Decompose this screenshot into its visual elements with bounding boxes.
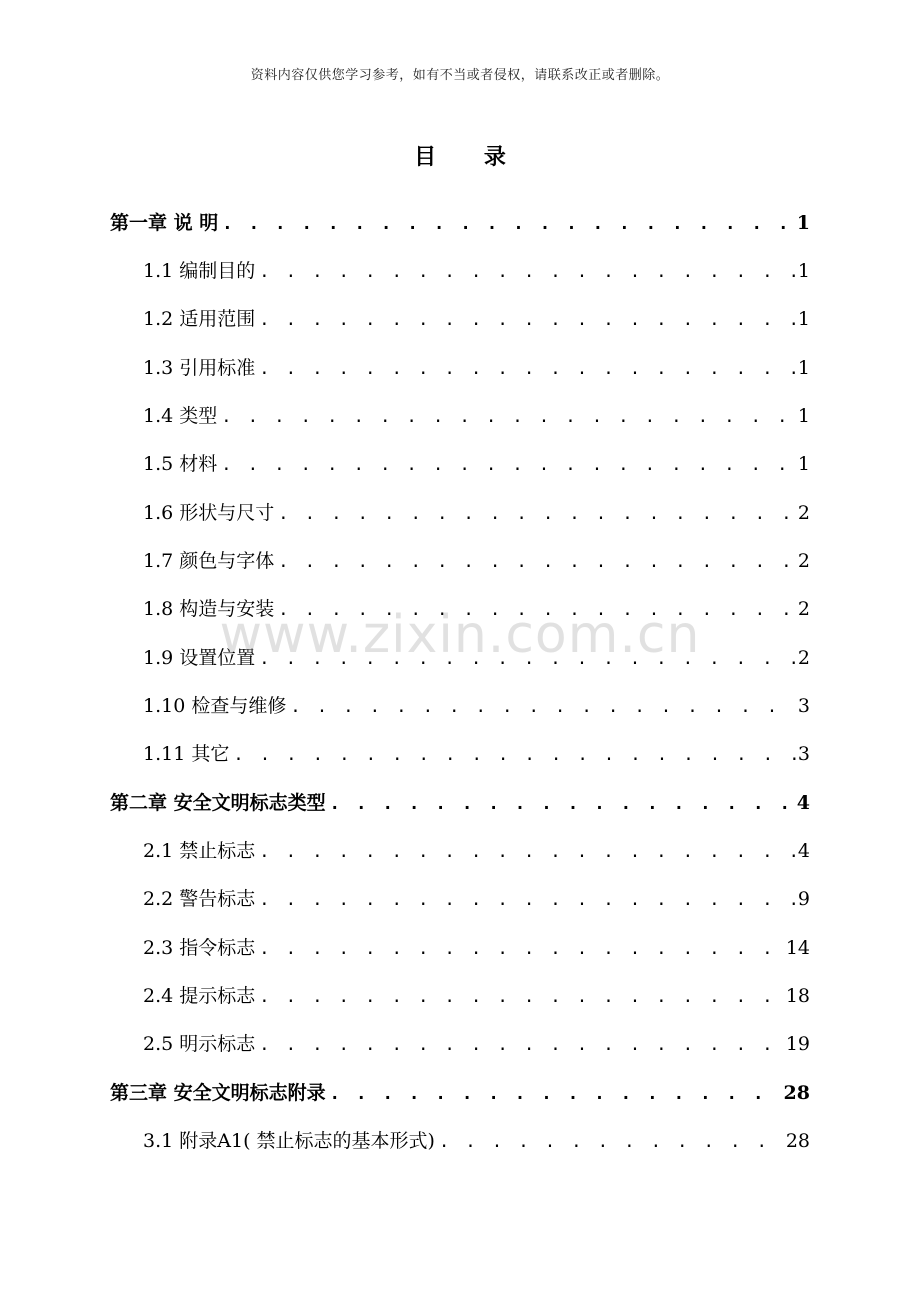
toc-dot-leader	[221, 455, 796, 475]
toc-section-row[interactable]	[143, 1126, 810, 1156]
toc-entry-label: 1.7 颜色与字体	[143, 550, 275, 572]
toc-dot-leader	[233, 745, 796, 765]
toc-section-row[interactable]	[143, 304, 810, 334]
toc-dot-leader	[259, 649, 796, 669]
toc-section-row[interactable]	[143, 449, 810, 479]
toc-section-row[interactable]	[143, 933, 810, 963]
toc-chapter-row[interactable]	[110, 1078, 810, 1108]
toc-entry-label: 1.11 其它	[143, 743, 230, 765]
toc-page-number: 3	[797, 743, 810, 765]
toc-page-number: 2	[797, 647, 810, 669]
toc-entry-label: 1.5 材料	[143, 453, 218, 475]
toc-dot-leader	[290, 697, 796, 717]
toc-dot-leader	[259, 939, 784, 959]
toc-dot-leader	[259, 262, 796, 282]
toc-section-row[interactable]	[143, 498, 810, 528]
toc-page-number: 28	[783, 1082, 810, 1104]
toc-page-number: 2	[797, 550, 810, 572]
toc-dot-leader	[439, 1132, 784, 1152]
toc-entry-label: 2.5 明示标志	[143, 1033, 256, 1055]
toc-section-row[interactable]	[143, 691, 810, 721]
toc-entry-label: 第三章 安全文明标志附录	[110, 1082, 326, 1104]
toc-section-row[interactable]	[143, 981, 810, 1011]
toc-section-row[interactable]	[143, 739, 810, 769]
toc-page-number: 4	[796, 792, 810, 814]
toc-section-row[interactable]	[143, 1029, 810, 1059]
toc-section-row[interactable]	[143, 353, 810, 383]
toc-entry-label: 1.10 检查与维修	[143, 695, 287, 717]
toc-entry-label: 1.1 编制目的	[143, 260, 256, 282]
toc-page-number: 1	[797, 308, 810, 330]
watermark: www.zixin.com.cn	[219, 605, 701, 665]
toc-entry-label: 2.4 提示标志	[143, 985, 256, 1007]
toc-page-number: 1	[797, 260, 810, 282]
toc-dot-leader	[330, 1084, 782, 1104]
toc-entry-label: 1.6 形状与尺寸	[143, 502, 275, 524]
toc-dot-leader	[259, 842, 796, 862]
toc-dot-leader	[330, 794, 795, 814]
toc-page-number: 1	[797, 453, 810, 475]
toc-entry-label: 2.2 警告标志	[143, 888, 256, 910]
toc-entry-label: 1.2 适用范围	[143, 308, 256, 330]
toc-page-number: 14	[785, 937, 810, 959]
toc-entry-label: 1.8 构造与安装	[143, 598, 275, 620]
toc-section-row[interactable]	[143, 836, 810, 866]
toc-page-number: 2	[797, 598, 810, 620]
page-title: 目 录	[414, 144, 526, 170]
toc-entry-label: 1.9 设置位置	[143, 647, 256, 669]
toc-page-number: 1	[796, 212, 810, 234]
toc-chapter-row[interactable]	[110, 208, 810, 238]
toc-dot-leader	[259, 987, 784, 1007]
toc-entry-label: 1.4 类型	[143, 405, 218, 427]
toc-dot-leader	[259, 359, 796, 379]
toc-page-number: 1	[797, 357, 810, 379]
toc-section-row[interactable]	[143, 546, 810, 576]
toc-section-row[interactable]	[143, 594, 810, 624]
toc-dot-leader	[222, 214, 795, 234]
toc-section-row[interactable]	[143, 884, 810, 914]
toc-entry-label: 2.3 指令标志	[143, 937, 256, 959]
toc-entry-label: 第一章 说 明	[110, 212, 219, 234]
toc-entry-label: 3.1 附录A1( 禁止标志的基本形式)	[143, 1130, 435, 1152]
toc-dot-leader	[259, 1035, 784, 1055]
toc-chapter-row[interactable]	[110, 788, 810, 818]
toc-dot-leader	[259, 310, 796, 330]
toc-page-number: 19	[785, 1033, 810, 1055]
toc-page-number: 28	[785, 1130, 810, 1152]
toc-dot-leader	[221, 407, 796, 427]
toc-page-number: 3	[797, 695, 810, 717]
toc-entry-label: 第二章 安全文明标志类型	[110, 792, 326, 814]
toc-dot-leader	[278, 552, 796, 572]
toc-entry-label: 1.3 引用标准	[143, 357, 256, 379]
toc-page-number: 18	[785, 985, 810, 1007]
toc-entry-label: 2.1 禁止标志	[143, 840, 256, 862]
toc-dot-leader	[259, 890, 796, 910]
toc-section-row[interactable]	[143, 256, 810, 286]
toc-section-row[interactable]	[143, 643, 810, 673]
page-header-note: 资料内容仅供您学习参考，如有不当或者侵权，请联系改正或者删除。	[250, 68, 670, 83]
toc-page-number: 4	[797, 840, 810, 862]
toc-dot-leader	[278, 600, 796, 620]
toc-section-row[interactable]	[143, 401, 810, 431]
toc-page-number: 1	[797, 405, 810, 427]
toc-dot-leader	[278, 504, 796, 524]
toc-page-number: 2	[797, 502, 810, 524]
toc-page-number: 9	[797, 888, 810, 910]
